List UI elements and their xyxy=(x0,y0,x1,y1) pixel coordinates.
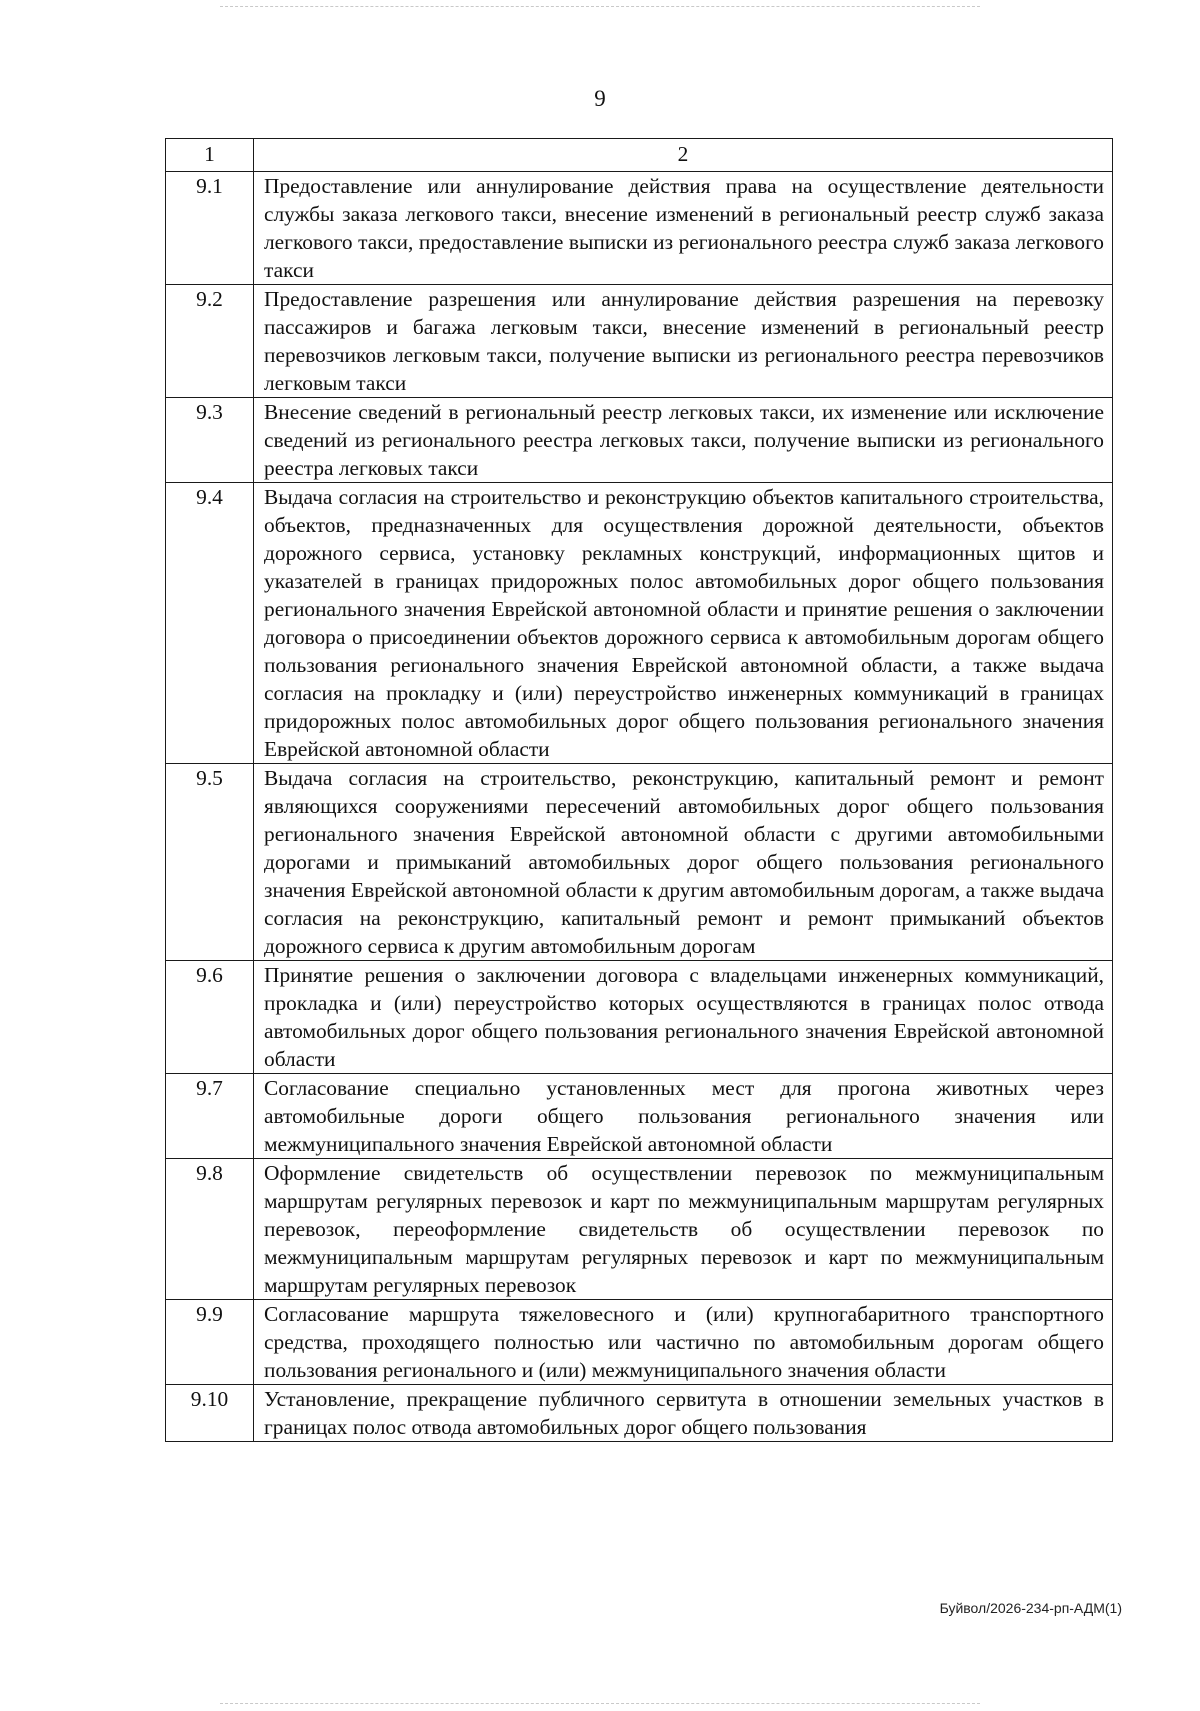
scan-artifact-top xyxy=(220,6,980,7)
row-number: 9.2 xyxy=(166,285,254,398)
row-number: 9.1 xyxy=(166,172,254,285)
table-row xyxy=(166,1385,1113,1442)
row-number: 9.6 xyxy=(166,961,254,1074)
row-text: Выдача согласия на строительство и реконструкцию объектов капитального строительства, объектов, предназначенных для осуществления дорожной деятельности, объектов дорожного сервиса, установку рекламных конструкций, информационных щитов и указателей в границах придорожных полос автомобильных дорог общего пользования регионального значения Еврейской автономной области и принятие решения о заключении договора о присоединении объектов дорожного сервиса к автомобильным дорогам общего пользования регионального значения Еврейской автономной области, а также выдача согласия на прокладку и (или) переустройство инженерных коммуникаций в границах придорожных полос автомобильных дорог общего пользования регионального значения Еврейской автономной области xyxy=(254,483,1113,764)
table-header-row xyxy=(166,139,1113,172)
table-row xyxy=(166,483,1113,764)
table-row xyxy=(166,172,1113,285)
row-number: 9.7 xyxy=(166,1074,254,1159)
table-row xyxy=(166,285,1113,398)
row-number: 9.8 xyxy=(166,1159,254,1300)
column-header-2: 2 xyxy=(254,139,1113,172)
row-text: Оформление свидетельств об осуществлении перевозок по межмуниципальным маршрутам регулярных перевозок и карт по межмуниципальным маршрутам регулярных перевозок, переоформление свидетельств об осуществлении перевозок по межмуниципальным маршрутам регулярных перевозок и карт по межмуниципальным маршрутам регулярных перевозок xyxy=(254,1159,1113,1300)
page-number: 9 xyxy=(594,86,606,111)
row-number: 9.4 xyxy=(166,483,254,764)
column-header-1: 1 xyxy=(166,139,254,172)
row-text: Принятие решения о заключении договора с владельцами инженерных коммуникаций, прокладка и (или) переустройство которых осуществляются в границах полос отвода автомобильных дорог общего пользования регионального значения Еврейской автономной области xyxy=(254,961,1113,1074)
table-row xyxy=(166,1159,1113,1300)
table-row xyxy=(166,961,1113,1074)
row-text: Согласование маршрута тяжеловесного и (или) крупногабаритного транспортного средства, проходящего полностью или частично по автомобильным дорогам общего пользования регионального и (или) межмуниципального значения области xyxy=(254,1300,1113,1385)
services-table xyxy=(165,138,1113,1442)
row-number: 9.3 xyxy=(166,398,254,483)
row-text: Выдача согласия на строительство, реконструкцию, капитальный ремонт и ремонт являющихся сооружениями пересечений автомобильных дорог общего пользования регионального значения Еврейской автономной области с другими автомобильными дорогами и примыканий автомобильных дорог общего пользования регионального значения Еврейской автономной области к другим автомобильным дорогам, а также выдача согласия на реконструкцию, капитальный ремонт и ремонт примыканий объектов дорожного сервиса к другим автомобильным дорогам xyxy=(254,764,1113,961)
row-number: 9.5 xyxy=(166,764,254,961)
table-row xyxy=(166,1300,1113,1385)
row-text: Установление, прекращение публичного сервитута в отношении земельных участков в границах полос отвода автомобильных дорог общего пользования xyxy=(254,1385,1113,1442)
document-code: Буйвол/2026-234-рп-АДМ(1) xyxy=(939,1600,1122,1616)
row-text: Предоставление или аннулирование действия права на осуществление деятельности службы заказа легкового такси, внесение изменений в региональный реестр служб заказа легкового такси, предоставление выписки из регионального реестра служб заказа легкового такси xyxy=(254,172,1113,285)
row-text: Внесение сведений в региональный реестр легковых такси, их изменение или исключение сведений из регионального реестра легковых такси, получение выписки из регионального реестра легковых такси xyxy=(254,398,1113,483)
table-row xyxy=(166,764,1113,961)
table-row xyxy=(166,1074,1113,1159)
row-text: Согласование специально установленных мест для прогона животных через автомобильные дороги общего пользования регионального значения или межмуниципального значения Еврейской автономной области xyxy=(254,1074,1113,1159)
scan-artifact-bottom xyxy=(220,1703,980,1704)
table-row xyxy=(166,398,1113,483)
row-number: 9.10 xyxy=(166,1385,254,1442)
row-number: 9.9 xyxy=(166,1300,254,1385)
row-text: Предоставление разрешения или аннулирование действия разрешения на перевозку пассажиров и багажа легковым такси, внесение изменений в региональный реестр перевозчиков легковым такси, получение выписки из регионального реестра перевозчиков легковым такси xyxy=(254,285,1113,398)
